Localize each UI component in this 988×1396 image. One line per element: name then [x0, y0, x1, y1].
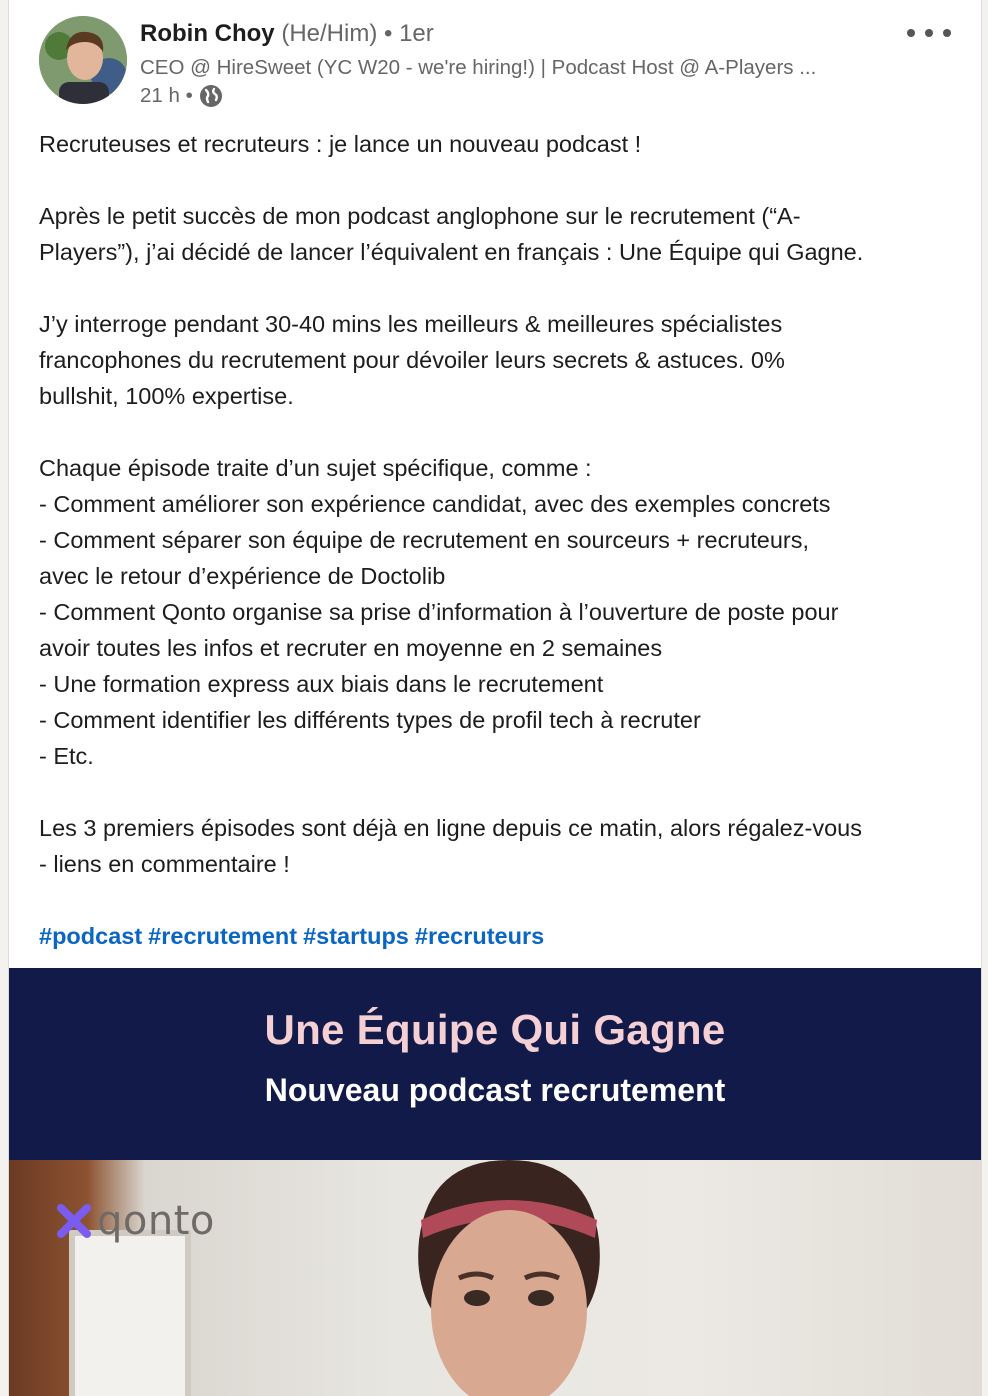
post-card [8, 0, 982, 1396]
qonto-logo-text: qonto [97, 1198, 215, 1244]
post-media-video[interactable] [9, 968, 981, 1396]
hashtag-list [39, 918, 959, 954]
globe-icon [199, 84, 223, 108]
text-line: J’y interroge pendant 30-40 mins les meilleurs & meilleures spécialistes [39, 311, 783, 337]
text-line: - Comment améliorer son expérience candidat, avec des exemples concrets [39, 491, 831, 517]
text-line: bullshit, 100% expertise. [39, 383, 294, 409]
text-line: - Etc. [39, 743, 94, 769]
connection-degree: • 1er [384, 20, 434, 47]
text-line: Players”), j’ai décidé de lancer l’équivalent en français : Une Équipe qui Gagne. [39, 239, 864, 265]
media-subtitle: Nouveau podcast recrutement [264, 1072, 726, 1108]
media-title: Une Équipe Qui Gagne [264, 1006, 726, 1053]
text-line: Après le petit succès de mon podcast anglophone sur le recrutement (“A- [39, 203, 801, 229]
avatar-image [39, 16, 127, 104]
paragraph [39, 126, 959, 162]
post-time: 21 h • [140, 84, 193, 107]
post-header [9, 0, 981, 120]
paragraph [39, 306, 959, 414]
hashtag-link[interactable]: #startups [303, 923, 409, 949]
author-pronouns: (He/Him) [281, 20, 378, 47]
text-line: avoir toutes les infos et recruter en moyenne en 2 semaines [39, 635, 663, 661]
text-line: Les 3 premiers épisodes sont déjà en ligne depuis ce matin, alors régalez-vous [39, 815, 862, 841]
text-line: - liens en commentaire ! [39, 851, 290, 877]
text-line: - Comment identifier les différents types de profil tech à recruter [39, 707, 701, 733]
hashtag-link[interactable]: #recrutement [148, 923, 298, 949]
background-window [69, 1230, 191, 1396]
paragraph [39, 198, 959, 270]
text-line: Recruteuses et recruteurs : je lance un nouveau podcast ! [39, 131, 642, 157]
text-line: francophones du recrutement pour dévoiler leurs secrets & astuces. 0% [39, 347, 785, 373]
video-banner [9, 968, 981, 1160]
speaker-video [389, 1160, 629, 1396]
text-line: - Comment Qonto organise sa prise d’information à l’ouverture de poste pour [39, 599, 839, 625]
author-name[interactable]: Robin Choy [140, 20, 275, 47]
post-body [39, 126, 959, 954]
paragraph [39, 450, 959, 774]
text-line: avec le retour d’expérience de Doctolib [39, 563, 446, 589]
video-frame [9, 1160, 981, 1396]
text-line: - Comment séparer son équipe de recrutement en sourceurs + recruteurs, [39, 527, 809, 553]
text-line: Chaque épisode traite d’un sujet spécifique, comme : [39, 455, 592, 481]
avatar[interactable] [39, 16, 127, 104]
hashtag-link[interactable]: #podcast [39, 923, 143, 949]
qonto-logo [57, 1198, 215, 1244]
paragraph [39, 810, 959, 882]
qonto-logo-icon [57, 1204, 91, 1238]
text-line: - Une formation express aux biais dans le recrutement [39, 671, 604, 697]
hashtag-link[interactable]: #recruteurs [414, 923, 545, 949]
author-line [140, 20, 434, 48]
author-headline: CEO @ HireSweet (YC W20 - we're hiring!) | Podcast Host @ A-Players ... [140, 56, 817, 79]
more-options-icon[interactable] [907, 22, 951, 44]
post-meta [140, 84, 223, 108]
